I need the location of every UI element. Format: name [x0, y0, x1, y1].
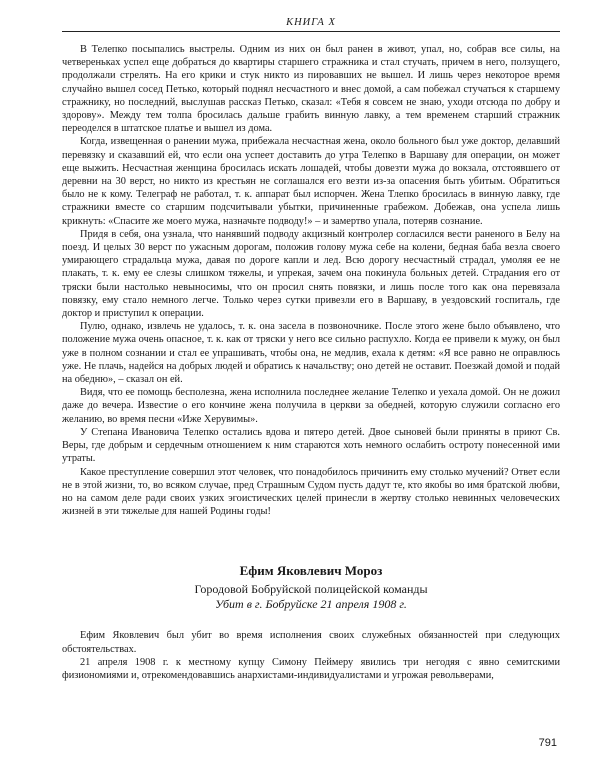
paragraph: Какое преступление совершил этот человек, что понадобилось причинить ему столько мучений? Ответ если не в этой жизни, то, во всяком случае, пред Страшным Судом пусть дадут те, кто якобы во имя братской любви, но на самом деле ради своих узких эгоистических целей принесли в жертву столько невинных человеческих жизней в эти тяжелые для нашей Родины годы! [62, 466, 560, 518]
paragraph: У Степана Ивановича Телепко остались вдова и пятеро детей. Двое сыновей были приняты в приют Св. Веры, где добрым и сердечным отношением к ним стараются хоть немного ослабить остроту понесенной ими утраты. [62, 426, 560, 465]
paragraph: 21 апреля 1908 г. к местному купцу Симону Пеймеру явились три негодяя с явно семитскими физиономиями и, отрекомендовавшись анархистами-индивидуалистами и угрожая револьверами, [62, 656, 560, 681]
paragraph: Видя, что ее помощь бесполезна, жена исполнила последнее желание Телепко и уехала домой. Он не дожил даже до вечера. Известие о его кончине жена получила в церкви за обедней, которую служили согласно его желанию, во время песни «Иже Херувимы». [62, 387, 560, 425]
section-heading [62, 562, 560, 612]
paragraph: Ефим Яковлевич был убит во время исполнения своих служебных обязанностей при следующих обстоятельствах. [62, 630, 560, 655]
body-text [62, 43, 560, 682]
paragraph: Придя в себя, она узнала, что нанявший подводу акцизный контролер согласился вести раненого в Белу на поезд. И целых 30 верст по ужасным дорогам, положив голову мужа себе на колени, бедная баба везла своего умирающего страдальца мужа, давая по дороге капли и лед. Всю дорогу несчастный страдал, умоляя ее не плакать, т. к. ему ее слезы слишком тяжелы, и упрекая, зачем она покинула больных детей. Страдания его от тряски были настолько невыносимы, что он просил снять повязки, и лишь после того как она перевязала повязку, ему стало немного легче. Только через сутки привезли его в Варшаву, в уездовский госпиталь, где доктор и приступил к операции. [62, 228, 560, 320]
person-role: Городовой Бобруйской полицейской команды [194, 582, 428, 597]
death-note: Убит в г. Бобруйске 21 апреля 1908 г. [215, 597, 407, 612]
running-head: КНИГА X [62, 17, 560, 32]
page-number: 791 [538, 737, 557, 749]
section-body [62, 629, 560, 682]
paragraph: В Телепко посыпались выстрелы. Одним из них он был ранен в живот, упал, но, собрав все силы, на четвереньках успел еще добраться до квартиры старшего стражника и стал стучать, причем в него, ползущего, продолжали стрелять. На его крики и стук никто из пировавших не вышел. И лишь через некоторое время случайно вышел сосед Петько, который поднял несчастного и внес домой, а сам побежал стучаться к старшему стражнику, но последний, выслушав рассказ Петько, сказал: «Тебя я совсем не знаю, уходи отсюда по добру и здорову». Между тем толпа бросилась дальше грабить винную лавку, а тем временем старший стражник переоделся в штатское платье и вышел из дома. [62, 44, 560, 135]
person-name: Ефим Яковлевич Мороз [239, 563, 383, 579]
paragraph: Когда, извещенная о ранении мужа, прибежала несчастная жена, около больного был уже доктор, делавший перевязку и сказавший ей, что если она успеет доставить до утра Телепко в Варшаву для операции, он может еще выжить. Несчастная женщина бросилась искать лошадей, чтобы довезти мужа до вокзала, отстоявшего от деревни на 30 верст, но никто из крестьян не соглашался его везти из-за опасения быть убитым. Обратиться было не к кому. Телеграф не работал, т. к. аппарат был испорчен. Жена Тлепко бросилась в винную лавку, где стражники вместе со старшим подсчитывали убытки, причиненные грабежом. Добежав, она успела лишь крикнуть: «Спасите же моего мужа, назначьте подводу!» – и замертво упала, потеряв сознание. [62, 136, 560, 227]
paragraph: Пулю, однако, извлечь не удалось, т. к. она засела в позвоночнике. После этого жене было объявлено, что положение мужа очень опасное, т. к. как от тряски у него все сильно распухло. Когда ее привели к мужу, он был уже в полном сознании и стал ее упрашивать, чтобы она, не медлив, ехала к детям: «Я все равно не оправлюсь уже. Не плачь, надейся на добрых людей и обратись к начальству; оно детей не оставит. Поезжай домой и подай на обедню», – сказал он ей. [62, 321, 560, 386]
